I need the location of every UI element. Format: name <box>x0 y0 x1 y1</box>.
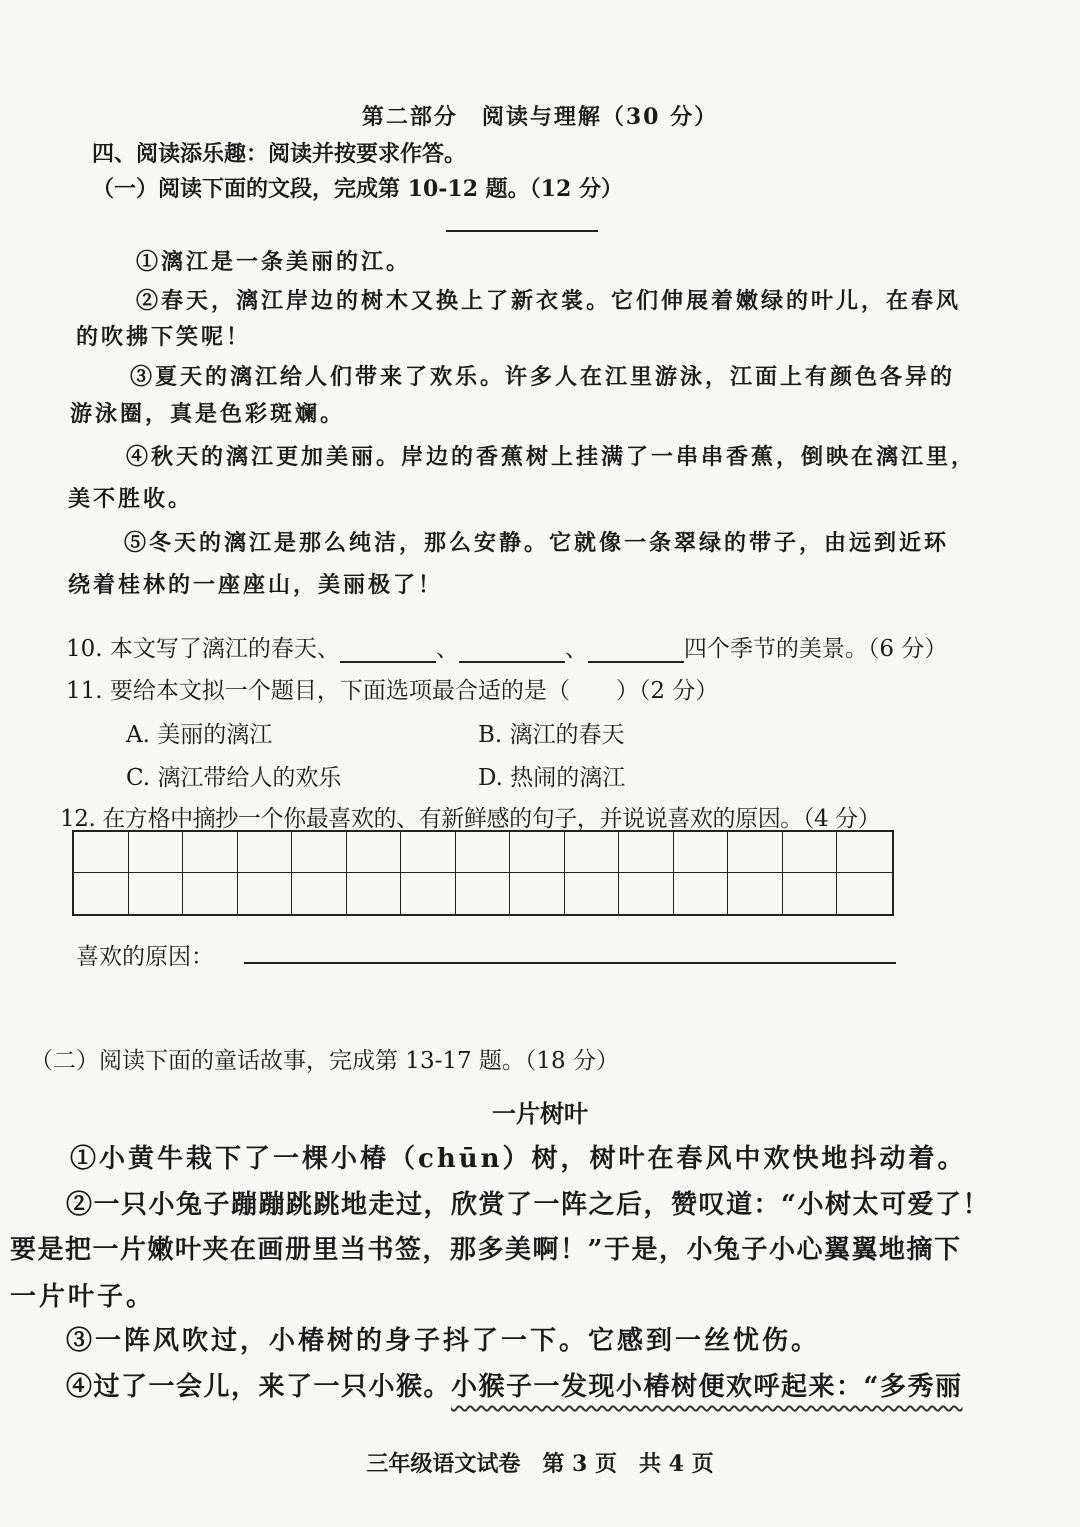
grid-cell[interactable] <box>837 873 892 914</box>
grid-cell[interactable] <box>565 832 620 873</box>
answer-blank[interactable] <box>459 637 565 663</box>
grid-cell[interactable] <box>183 832 238 873</box>
grid-cell[interactable] <box>401 832 456 873</box>
grid-cell[interactable] <box>619 873 674 914</box>
grid-cell[interactable] <box>292 832 347 873</box>
passage-line: 的吹拂下笑呢！ <box>76 324 252 350</box>
passage-line: ⑤冬天的漓江是那么纯洁，那么安静。它就像一条翠绿的带子，由远到近环 <box>124 530 950 556</box>
section-four-heading: 四、阅读添乐趣：阅读并按要求作答。 <box>92 141 467 167</box>
question-11: 11. 要给本文拟一个题目，下面选项最合适的是（ ）（2 分） <box>66 678 719 704</box>
grid-cell[interactable] <box>183 873 238 914</box>
grid-cell[interactable] <box>728 832 783 873</box>
story-line: 要是把一片嫩叶夹在画册里当书签，那多美啊！”于是，小兔子小心翼翼地摘下 <box>10 1235 962 1265</box>
grid-cell[interactable] <box>510 832 565 873</box>
grid-cell[interactable] <box>837 832 892 873</box>
passage-line: ②春天，漓江岸边的树木又换上了新衣裳。它们伸展着嫩绿的叶儿，在春风 <box>136 288 962 314</box>
option-b[interactable]: B. 漓江的春天 <box>478 722 625 748</box>
grid-cell[interactable] <box>129 873 184 914</box>
grid-cell[interactable] <box>74 873 129 914</box>
story-line-4-plain: ④过了一会儿，来了一只小猴。 <box>66 1372 452 1402</box>
page-footer: 三年级语文试卷 第 3 页 共 4 页 <box>366 1451 714 1477</box>
separator: 、 <box>435 636 459 662</box>
grid-cell[interactable] <box>129 832 184 873</box>
story-line: 一片叶子。 <box>10 1282 156 1312</box>
passage-line: ④秋天的漓江更加美丽。岸边的香蕉树上挂满了一串串香蕉，倒映在漓江里， <box>126 444 977 470</box>
story-line <box>66 1366 962 1403</box>
option-d[interactable]: D. 热闹的漓江 <box>478 765 626 791</box>
passage-line: ①漓江是一条美丽的江。 <box>136 249 412 275</box>
question-10-prefix: 10. 本文写了漓江的春天、 <box>66 636 340 662</box>
grid-cell[interactable] <box>619 832 674 873</box>
story-line: ①小黄牛栽下了一棵小椿（chūn）树，树叶在春风中欢快地抖动着。 <box>70 1144 967 1174</box>
grid-cell[interactable] <box>565 873 620 914</box>
grid-cell[interactable] <box>674 873 729 914</box>
grid-cell[interactable] <box>292 873 347 914</box>
story-line: ③一阵风吹过，小椿树的身子抖了一下。它感到一丝忧伤。 <box>66 1326 821 1356</box>
grid-cell[interactable] <box>401 873 456 914</box>
story-line: ②一只小兔子蹦蹦跳跳地走过，欣赏了一阵之后，赞叹道：“小树太可爱了！ <box>66 1190 990 1220</box>
grid-cell[interactable] <box>74 832 129 873</box>
grid-cell[interactable] <box>510 873 565 914</box>
part1-instruction: （一）阅读下面的文段，完成第 10-12 题。（12 分） <box>92 176 623 202</box>
grid-cell[interactable] <box>674 832 729 873</box>
grid-cell[interactable] <box>347 873 402 914</box>
passage-line: 游泳圈，真是色彩斑斓。 <box>70 401 346 427</box>
reason-label: 喜欢的原因： <box>76 944 214 970</box>
grid-cell[interactable] <box>347 832 402 873</box>
grid-cell[interactable] <box>783 873 838 914</box>
story-title: 一片树叶 <box>492 1099 588 1128</box>
answer-blank[interactable] <box>588 637 684 663</box>
grid-cell[interactable] <box>456 873 511 914</box>
passage-line: ③夏天的漓江给人们带来了欢乐。许多人在江里游泳，江面上有颜色各异的 <box>130 364 956 390</box>
question-12: 12. 在方格中摘抄一个你最喜欢的、有新鲜感的句子，并说说喜欢的原因。（4 分） <box>60 806 881 832</box>
question-10-suffix: 四个季节的美景。（6 分） <box>683 636 948 662</box>
option-c[interactable]: C. 漓江带给人的欢乐 <box>126 765 342 791</box>
grid-cell[interactable] <box>456 832 511 873</box>
part2-instruction: （二）阅读下面的童话故事，完成第 13-17 题。（18 分） <box>30 1048 620 1074</box>
option-a[interactable]: A. 美丽的漓江 <box>126 722 273 748</box>
separator: 、 <box>564 636 588 662</box>
reason-answer-line[interactable] <box>244 962 896 964</box>
passage-line: 美不胜收。 <box>68 486 194 512</box>
grid-cell[interactable] <box>238 832 293 873</box>
passage-line: 绕着桂林的一座座山，美丽极了！ <box>68 572 444 598</box>
grid-cell[interactable] <box>783 832 838 873</box>
passage-title-line <box>446 230 598 232</box>
grid-cell[interactable] <box>238 873 293 914</box>
question-10 <box>66 630 947 663</box>
grid-cell[interactable] <box>728 873 783 914</box>
part-heading: 第二部分 阅读与理解（30 分） <box>361 104 719 130</box>
answer-blank[interactable] <box>340 637 436 663</box>
answer-grid[interactable] <box>72 830 894 916</box>
underlined-sentence: 小猴子一发现小椿树便欢呼起来：“多秀丽 <box>451 1372 963 1402</box>
